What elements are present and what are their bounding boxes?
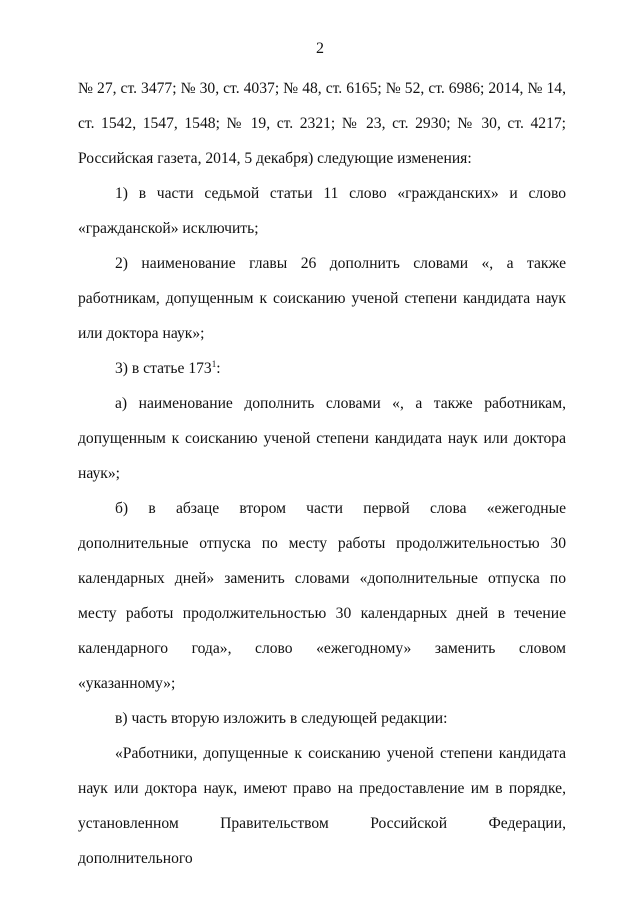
page-number: 2	[316, 40, 324, 57]
paragraph-item-3	[78, 351, 566, 386]
article-superscript: 1	[211, 358, 217, 369]
paragraph-subitem-a: а) наименование дополнить словами «, а также работникам, допущенным к соисканию ученой степени кандидата наук или доктора наук»;	[78, 395, 566, 482]
paragraph-item-3-colon: :	[216, 360, 221, 377]
paragraph-continuation: № 27, ст. 3477; № 30, ст. 4037; № 48, ст. 6165; № 52, ст. 6986; 2014, № 14, ст. 1542, 1547, 1548; № 19, ст. 2321; № 23, ст. 2930; № 30, ст. 4217; Российская газета, 2014, 5 декабря) следующие изменения:	[78, 80, 566, 167]
paragraph-subitem-v: в) часть вторую изложить в следующей редакции:	[115, 710, 448, 727]
document-body	[78, 71, 566, 876]
paragraph-subitem-b: б) в абзаце втором части первой слова «ежегодные дополнительные отпуска по месту работы продолжительностью 30 календарных дней» заменить словами «дополнительные отпуска по месту работы продолжительностью 30 календарных дней в течение календарного года», слово «ежегодному» заменить словом «указанному»;	[78, 500, 566, 692]
paragraph-item-3-text: 3) в статье 173	[115, 360, 212, 377]
paragraph-item-2: 2) наименование главы 26 дополнить словами «, а также работникам, допущенным к соисканию ученой степени кандидата наук или доктора наук»;	[78, 255, 566, 342]
paragraph-item-1: 1) в части седьмой статьи 11 слово «гражданских» и слово «гражданской» исключить;	[78, 185, 566, 237]
paragraph-quote: «Работники, допущенные к соисканию ученой степени кандидата наук или доктора наук, имеют право на предоставление им в порядке, установленном Правительством Российской Федерации, дополнительного	[78, 745, 566, 867]
